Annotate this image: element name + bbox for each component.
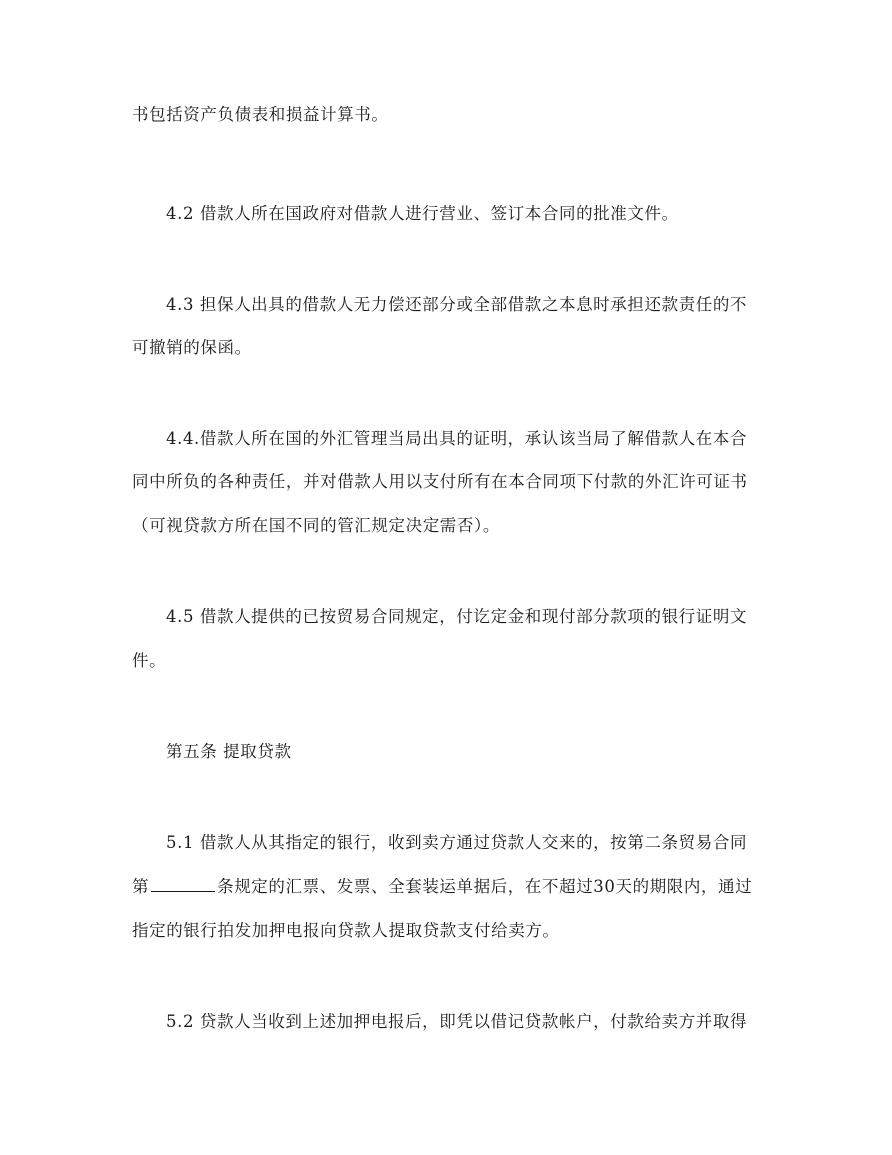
paragraph-4-4-line-3: （可视贷款方所在国不同的管汇规定决定需否）。 (132, 516, 500, 535)
paragraph-line: 书包括资产负债表和损益计算书。 (132, 105, 389, 124)
paragraph-5-1-line-2 (132, 876, 772, 898)
paragraph-4-3-line-2: 可撤销的保函。 (132, 338, 252, 357)
fill-in-blank (151, 877, 215, 892)
paragraph-4-5-line-1: 4.5 借款人提供的已按贸易合同规定，付讫定金和现付部分款项的银行证明文 (166, 607, 748, 626)
paragraph-5-1-line-2-text: 条规定的汇票、发票、全套装运单据后，在不超过30天的期限内，通过 (217, 877, 753, 896)
paragraph-4-4-line-1: 4.4.借款人所在国的外汇管理当局出具的证明，承认该当局了解借款人在本合 (166, 429, 748, 448)
paragraph-5-2-line-1: 5.2 贷款人当收到上述加押电报后，即凭以借记贷款帐户，付款给卖方并取得 (166, 1012, 748, 1031)
paragraph-4-4-line-2: 同中所负的各种责任，并对借款人用以支付所有在本合同项下付款的外汇许可证书 (132, 472, 748, 491)
paragraph-5-1-line-1: 5.1 借款人从其指定的银行，收到卖方通过贷款人交来的，按第二条贸易合同 (166, 833, 748, 852)
article-5-heading: 第五条 提取贷款 (166, 742, 292, 761)
paragraph-4-5-line-2: 件。 (132, 651, 167, 670)
paragraph-4-2-line: 4.2 借款人所在国政府对借款人进行营业、签订本合同的批准文件。 (166, 204, 679, 223)
paragraph-5-1-prefix: 第 (132, 877, 150, 896)
paragraph-5-1-line-3: 指定的银行拍发加押电报向贷款人提取贷款支付给卖方。 (132, 921, 560, 940)
paragraph-4-3-line-1: 4.3 担保人出具的借款人无力偿还部分或全部借款之本息时承担还款责任的不 (166, 295, 748, 314)
